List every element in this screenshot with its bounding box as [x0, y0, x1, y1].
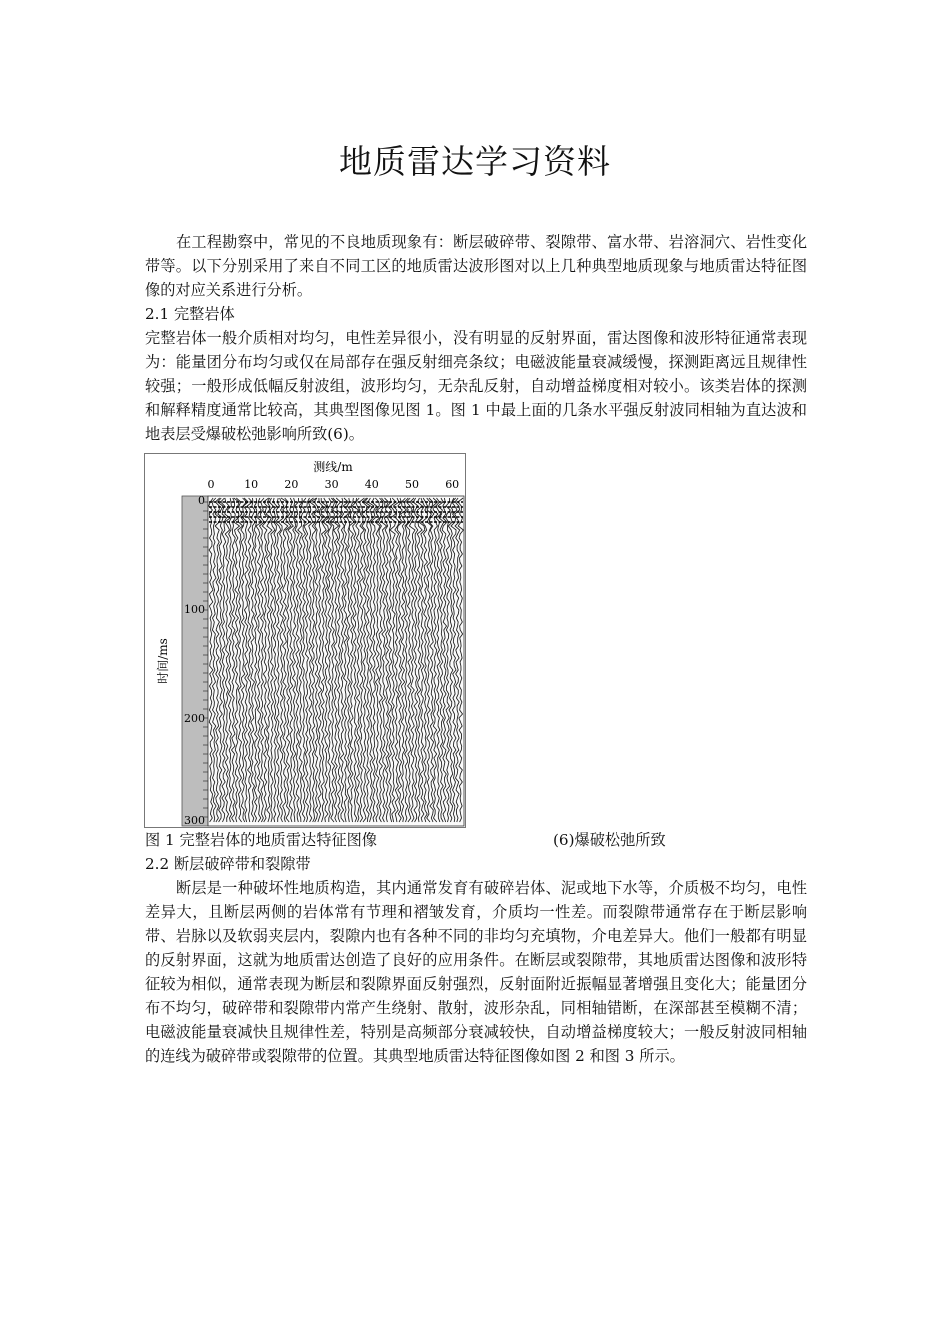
time-scale-strip	[182, 496, 208, 826]
x-tick-label: 10	[244, 478, 259, 491]
document-title: 地质雷达学习资料	[339, 142, 611, 181]
y-axis-title: 时间/ms	[156, 638, 170, 684]
x-tick-label: 20	[284, 478, 299, 491]
x-tick-label: 50	[405, 478, 419, 491]
figure-1	[144, 453, 466, 828]
intro-paragraph: 在工程勘察中，常见的不良地质现象有：断层破碎带、裂隙带、富水带、岩溶洞穴、岩性变化带等。以下分别采用了来自不同工区的地质雷达波形图对以上几种典型地质现象与地质雷达特征图像的对应关系进行分析。	[145, 233, 807, 299]
figure-1-caption-note: (6)爆破松弛所致	[553, 831, 666, 849]
figure-1-caption: 图 1 完整岩体的地质雷达特征图像	[145, 831, 377, 849]
y-tick-label: 0	[198, 494, 205, 507]
x-axis-title: 测线/m	[313, 460, 353, 474]
section-heading-2-1: 2.1 完整岩体	[145, 305, 235, 323]
y-tick-label: 100	[184, 603, 205, 616]
x-tick-label: 60	[445, 478, 460, 491]
section-2-1-paragraph: 完整岩体一般介质相对均匀，电性差异很小，没有明显的反射界面，雷达图像和波形特征通常表现为：能量团分布均匀或仅在局部存在强反射细亮条纹；电磁波能量衰减缓慢，探测距离远且规律性较强；一般形成低幅反射波组，波形均匀，无杂乱反射，自动增益梯度相对较小。该类岩体的探测和解释精度通常比较高，其典型图像见图 1。图 1 中最上面的几条水平强反射波同相轴为直达波和地表层受爆破松弛影响所致(6)。	[145, 329, 807, 443]
y-tick-label: 300	[184, 814, 205, 827]
section-2-2-paragraph: 断层是一种破坏性地质构造，其内通常发育有破碎岩体、泥或地下水等，介质极不均匀，电性差异大，且断层两侧的岩体常有节理和褶皱发育，介质均一性差。而裂隙带通常存在于断层影响带、岩脉以及软弱夹层内，裂隙内也有各种不同的非均匀充填物，介电差异大。他们一般都有明显的反射界面，这就为地质雷达创造了良好的应用条件。在断层或裂隙带，其地质雷达图像和波形特征较为相似，通常表现为断层和裂隙界面反射强烈，反射面附近振幅显著增强且变化大；能量团分布不均匀，破碎带和裂隙带内常产生绕射、散射，波形杂乱，同相轴错断，在深部甚至模糊不清；电磁波能量衰减快且规律性差，特别是高频部分衰减较快，自动增益梯度较大；一般反射波同相轴的连线为破碎带或裂隙带的位置。其典型地质雷达特征图像如图 2 和图 3 所示。	[145, 879, 807, 1065]
x-tick-label: 40	[364, 478, 379, 491]
gpr-radargram	[145, 454, 465, 827]
section-heading-2-2: 2.2 断层破碎带和裂隙带	[145, 855, 311, 873]
x-tick-label: 30	[324, 478, 339, 491]
y-tick-label: 200	[184, 712, 205, 725]
x-tick-label: 0	[207, 478, 215, 491]
